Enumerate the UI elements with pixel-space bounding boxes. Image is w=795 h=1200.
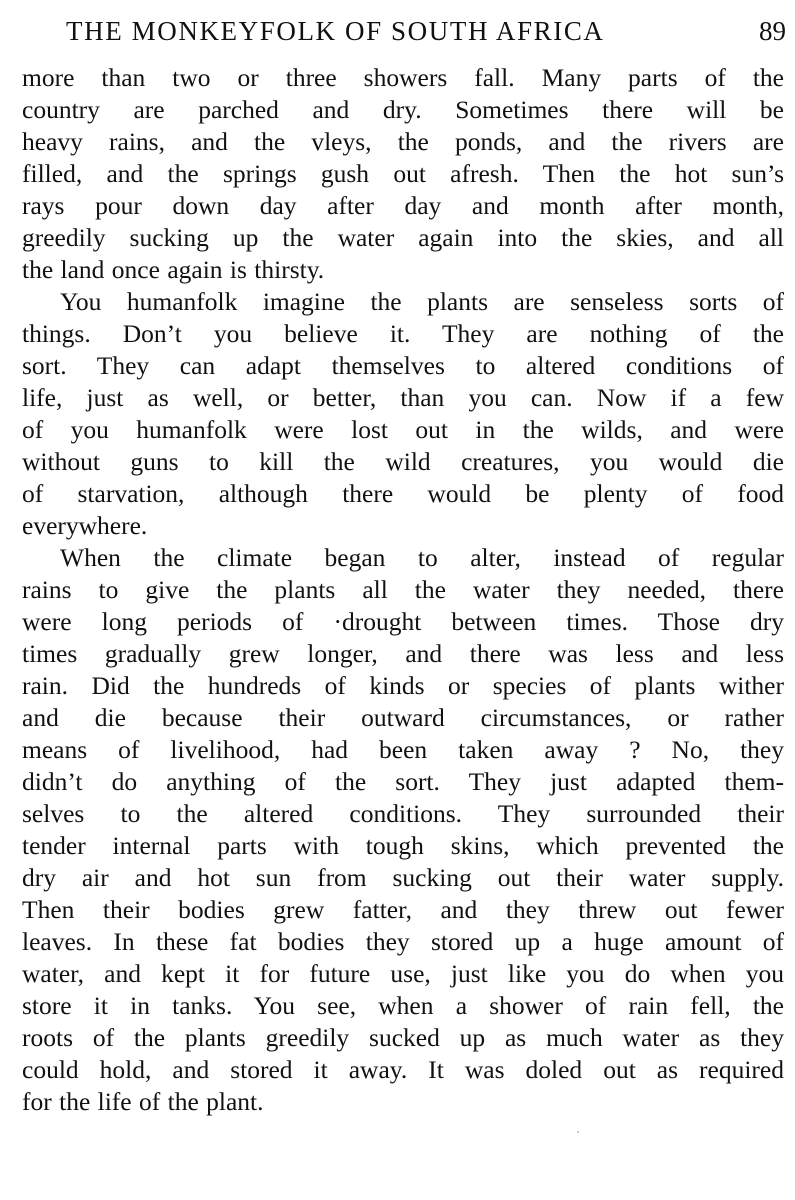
text-line: were long periods of ·drought between times. Those dry [22,607,784,636]
body-text [22,62,784,1118]
paragraph-end-line: for the life of the plant. [22,1087,264,1116]
text-line: dry air and hot sun from sucking out their water supply. [22,863,784,892]
text-line: filled, and the springs gush out afresh. Then the hot sun’s [22,159,784,188]
text-line: more than two or three showers fall. Many parts of the [22,63,784,92]
running-header [66,16,786,56]
text-line: sort. They can adapt themselves to altered conditions of [22,351,784,380]
text-line: country are parched and dry. Sometimes there will be [22,95,784,124]
paragraph-end-line: everywhere. [22,511,148,540]
text-line: didn’t do anything of the sort. They just adapted them- [22,767,784,796]
text-line: of starvation, although there would be plenty of food [22,479,784,508]
text-line: means of livelihood, had been taken away ? No, they [22,735,784,764]
text-line: Then their bodies grew fatter, and they threw out fewer [22,895,784,924]
paragraph-start-line: When the climate began to alter, instead of regular [60,543,784,572]
text-line: times gradually grew longer, and there was less and less [22,639,784,668]
text-line: things. Don’t you believe it. They are nothing of the [22,319,784,348]
text-line: life, just as well, or better, than you can. Now if a few [22,383,784,412]
paragraph-start-line: You humanfolk imagine the plants are senseless sorts of [60,287,784,316]
text-line: could hold, and stored it away. It was doled out as required [22,1055,784,1084]
text-line: tender internal parts with tough skins, which prevented the [22,831,784,860]
page-number: 89 [759,16,786,46]
running-title: THE MONKEYFOLK OF SOUTH AFRICA [66,16,605,46]
text-line: heavy rains, and the vleys, the ponds, and the rivers are [22,127,784,156]
text-line: leaves. In these fat bodies they stored up a huge amount of [22,927,784,956]
text-line: greedily sucking up the water again into the skies, and all [22,223,784,252]
text-line: store it in tanks. You see, when a shower of rain fell, the [22,991,784,1020]
text-line: selves to the altered conditions. They surrounded their [22,799,784,828]
text-line: rain. Did the hundreds of kinds or species of plants wither [22,671,784,700]
text-line: roots of the plants greedily sucked up as much water as they [22,1023,784,1052]
text-line: of you humanfolk were lost out in the wilds, and were [22,415,784,444]
text-line: rays pour down day after day and month after month, [22,191,784,220]
paragraph-end-line: the land once again is thirsty. [22,255,325,284]
text-line: without guns to kill the wild creatures, you would die [22,447,784,476]
text-line: rains to give the plants all the water they needed, there [22,575,784,604]
text-line: water, and kept it for future use, just like you do when you [22,959,784,988]
text-line: and die because their outward circumstances, or rather [22,703,784,732]
paper-speck [577,1131,579,1133]
